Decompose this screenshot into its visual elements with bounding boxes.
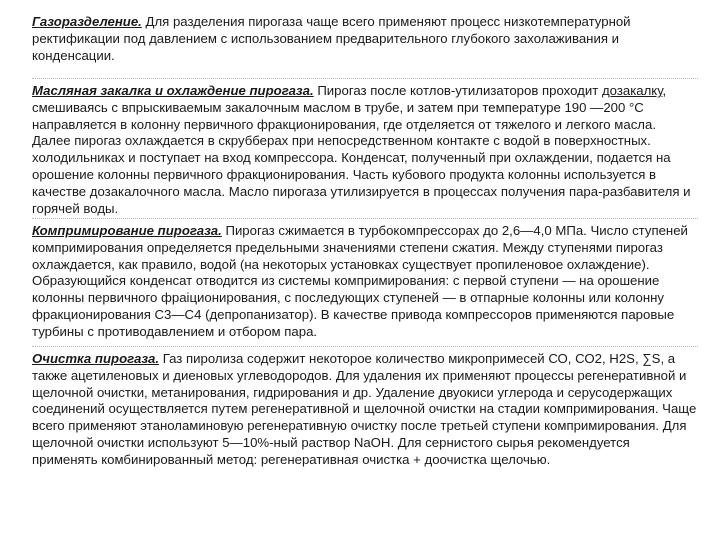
- section-body: Пирогаз сжимается в турбокомпрессорах до 2,6—4,0 МПа. Число ступеней компримирования определяется предельными значениями степени сжатия. Между ступенями пирогаз охлаждается, как правило, водой (на некоторых установках существует пропиленовое охлаждение). Образующийся конденсат отводится из системы компримирования: с первой ступени — на орошение колонны первичного фраiционирования, с последующих ступеней — в отпарные колонны или колонну фракционирования С3—С4 (депропанизатор). В качестве привода компрессоров применяются паровые турбины с противодавлением и отбором пара.: [32, 223, 688, 339]
- underlined-term: дозакалку: [601, 83, 663, 98]
- section-heading: Компримирование пирогаза.: [32, 223, 222, 238]
- section-divider: [32, 346, 698, 347]
- section-purification: [32, 351, 698, 469]
- section-oil-quench: [32, 83, 698, 217]
- section-heading: Масляная закалка и охлаждение пирогаза.: [32, 83, 314, 98]
- section-body: Для разделения пирогаза чаще всего применяют процесс низкотемпературной ректификации под давлением с использованием предварительного глубокого захолаживания и конденсации.: [32, 14, 631, 63]
- section-body: , смешиваясь с впрыскиваемым закалочным маслом в трубе, и затем при температуре 190 —200 °C направляется в колонну первичного фракционирования, где отделяется от тяжелого и легкого масла. Далее пирогаз охлаждается в скрубберах при непосредственном контакте с водой в поверхностных. холодильниках и поступает на вход компрессора. Конденсат, полученный при охлаждении, подается на орошение колонны первичного фракционирования. Часть кубового продукта колонны используется в качестве дозакалочного масла. Масло пирогаза утилизируется в процессах получения пара-разбавителя и горячей воды.: [32, 83, 691, 216]
- section-divider: [32, 218, 698, 219]
- section-heading: Очистка пирогаза.: [32, 351, 160, 366]
- section-divider: [32, 78, 698, 79]
- section-compression: [32, 223, 698, 341]
- section-gas-separation: [32, 14, 698, 64]
- section-body: Пирогаз после котлов-утилизаторов проходит: [313, 83, 602, 98]
- section-body: Газ пиролиза содержит некоторое количество микропримесей СО, СО2, H2S, ∑S, а также ацетиленовых и диеновых углеводородов. Для удаления их применяют процессы регенеративной и щелочной очистки, метанирования, гидрирования и др. Удаление двуокиси углерода и серусодержащих соединений осуществляется путем регенеративной и щелочной очистки на стадии компримирования. Чаще всего применяют этаноламиновую регенеративную очистку после третьей ступени компримирования. Для щелочной очистки используют 5—10%-ный раствор NaOH. Для сернистого сырья рекомендуется применять комбинированный метод: регенеративная очистка + доочистка щелочью.: [32, 351, 697, 467]
- section-heading: Газоразделение.: [32, 14, 142, 29]
